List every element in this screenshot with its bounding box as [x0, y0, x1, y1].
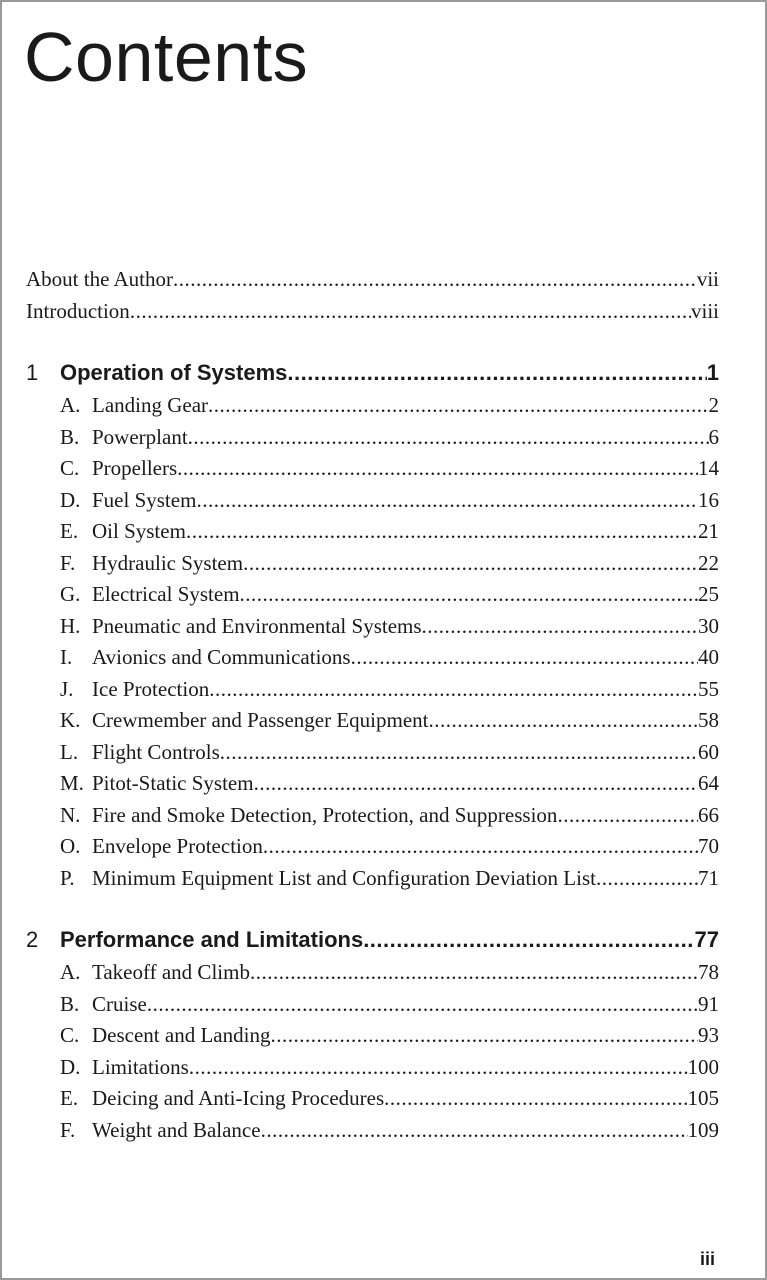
section-label: Propellers [92, 456, 178, 480]
dot-leader [557, 800, 698, 832]
toc-section-entry[interactable] [2, 831, 767, 863]
section-page: 100 [687, 1054, 719, 1079]
dot-leader [130, 296, 691, 328]
section-letter: K. [60, 708, 81, 732]
section-letter: G. [60, 582, 81, 606]
section-page: 16 [698, 487, 719, 512]
toc-section-entry[interactable] [2, 422, 767, 454]
toc-section-entry[interactable] [2, 674, 767, 706]
section-letter: L. [60, 739, 79, 764]
section-letter: B. [60, 424, 80, 449]
dot-leader [261, 1115, 688, 1147]
section-letter: F. [60, 1117, 76, 1142]
dot-leader [351, 642, 698, 674]
dot-leader [147, 989, 698, 1021]
section-letter: F. [60, 550, 76, 575]
toc-section-entry[interactable] [2, 768, 767, 800]
section-page: 60 [698, 739, 719, 764]
dot-leader [220, 737, 698, 769]
section-label: Flight Controls [92, 739, 220, 764]
section-letter: A. [60, 960, 81, 984]
toc-entry-about-author[interactable] [2, 264, 767, 296]
toc-section-entry[interactable] [2, 516, 767, 548]
section-page: 71 [698, 865, 719, 890]
toc-chapter-entry[interactable] [2, 356, 767, 390]
dot-leader [189, 1052, 688, 1084]
chapter-page: 77 [694, 927, 719, 952]
section-letter: M. [60, 771, 84, 795]
section-label: Avionics and Communications [92, 645, 351, 669]
section-page: 109 [687, 1117, 719, 1142]
dot-leader [384, 1083, 687, 1115]
section-page: 58 [698, 708, 719, 732]
section-label: Cruise [92, 991, 147, 1016]
section-page: 55 [698, 676, 719, 701]
section-letter: B. [60, 991, 80, 1016]
dot-leader [209, 674, 698, 706]
section-page: 22 [698, 550, 719, 575]
section-label: Weight and Balance [92, 1117, 261, 1142]
section-letter: A. [60, 393, 81, 417]
dot-leader [429, 705, 699, 737]
section-page: 91 [698, 991, 719, 1016]
toc-section-entry[interactable] [2, 737, 767, 769]
toc-section-entry[interactable] [2, 1052, 767, 1084]
section-page: 14 [698, 456, 719, 480]
section-page: 40 [698, 645, 719, 669]
section-letter: E. [60, 1086, 79, 1110]
toc-entry-page: vii [696, 267, 719, 291]
dot-leader [196, 485, 698, 517]
dot-leader [186, 516, 698, 548]
toc-section-entry[interactable] [2, 863, 767, 895]
section-label: Descent and Landing [92, 1023, 271, 1047]
section-page: 21 [698, 519, 719, 543]
toc-section-entry[interactable] [2, 642, 767, 674]
toc-section-entry[interactable] [2, 390, 767, 422]
section-page: 64 [698, 771, 719, 795]
section-letter: D. [60, 487, 81, 512]
section-label: Crewmember and Passenger Equipment [92, 708, 429, 732]
section-letter: O. [60, 834, 81, 858]
section-page: 30 [698, 613, 719, 638]
toc-section-entry[interactable] [2, 705, 767, 737]
toc-section-entry[interactable] [2, 579, 767, 611]
toc-section-entry[interactable] [2, 611, 767, 643]
section-label: Fuel System [92, 487, 197, 512]
section-page: 78 [698, 960, 719, 984]
dot-leader [422, 611, 698, 643]
toc-entry-label: Introduction [26, 298, 130, 323]
section-letter: E. [60, 519, 79, 543]
dot-leader [240, 579, 698, 611]
section-label: Limitations [92, 1054, 189, 1079]
toc-section-entry[interactable] [2, 800, 767, 832]
toc-section-entry[interactable] [2, 1083, 767, 1115]
dot-leader [177, 453, 698, 485]
toc-section-entry[interactable] [2, 989, 767, 1021]
section-label: Takeoff and Climb [92, 960, 250, 984]
chapter-page: 1 [706, 360, 719, 385]
chapter-title: Operation of Systems [60, 360, 288, 385]
section-page: 105 [687, 1086, 719, 1110]
section-label: Landing Gear [92, 393, 209, 417]
chapter-title: Performance and Limitations [60, 927, 364, 952]
section-label: Ice Protection [92, 676, 210, 701]
section-letter: H. [60, 613, 81, 638]
toc-entry-label: About the Author [26, 267, 173, 291]
section-page: 66 [698, 802, 719, 827]
chapter-list [2, 356, 767, 1146]
chapter-number: 1 [26, 360, 39, 385]
section-letter: J. [60, 676, 74, 701]
chapter-number: 2 [26, 927, 39, 952]
dot-leader [254, 768, 698, 800]
section-label: Pneumatic and Environmental Systems [92, 613, 422, 638]
toc-section-entry[interactable] [2, 453, 767, 485]
toc-section-entry[interactable] [2, 485, 767, 517]
toc-section-entry[interactable] [2, 957, 767, 989]
section-label: Hydraulic System [92, 550, 244, 575]
dot-leader [596, 863, 698, 895]
section-letter: I. [60, 645, 73, 669]
toc-entry-page: viii [690, 298, 719, 323]
dot-leader [243, 548, 698, 580]
dot-leader [188, 422, 709, 454]
toc-chapter-entry[interactable] [2, 923, 767, 957]
toc-section-entry[interactable] [2, 1020, 767, 1052]
section-letter: P. [60, 865, 75, 890]
toc-entry-introduction[interactable] [2, 296, 767, 328]
section-label: Oil System [92, 519, 186, 543]
page-number: iii [699, 1249, 715, 1269]
toc-section-entry[interactable] [2, 548, 767, 580]
section-label: Minimum Equipment List and Configuration Deviation List [92, 865, 596, 890]
dot-leader [173, 264, 697, 296]
section-page: 93 [698, 1023, 719, 1047]
section-label: Pitot-Static System [92, 771, 254, 795]
section-label: Envelope Protection [92, 834, 263, 858]
section-page: 6 [708, 424, 719, 449]
section-label: Electrical System [92, 582, 240, 606]
section-page: 2 [708, 393, 719, 417]
section-page: 25 [698, 582, 719, 606]
table-of-contents [2, 264, 767, 1146]
section-label: Powerplant [92, 424, 188, 449]
section-label: Fire and Smoke Detection, Protection, and Suppression [92, 802, 558, 827]
section-label: Deicing and Anti-Icing Procedures [92, 1086, 385, 1110]
section-letter: N. [60, 802, 81, 827]
dot-leader [363, 923, 694, 957]
section-page: 70 [698, 834, 719, 858]
toc-section-entry[interactable] [2, 1115, 767, 1147]
dot-leader [287, 356, 706, 390]
section-letter: C. [60, 1023, 80, 1047]
dot-leader [270, 1020, 698, 1052]
dot-leader [263, 831, 698, 863]
dot-leader [208, 390, 708, 422]
page-title: Contents [24, 18, 309, 96]
section-letter: C. [60, 456, 80, 480]
dot-leader [250, 957, 698, 989]
section-letter: D. [60, 1054, 81, 1079]
